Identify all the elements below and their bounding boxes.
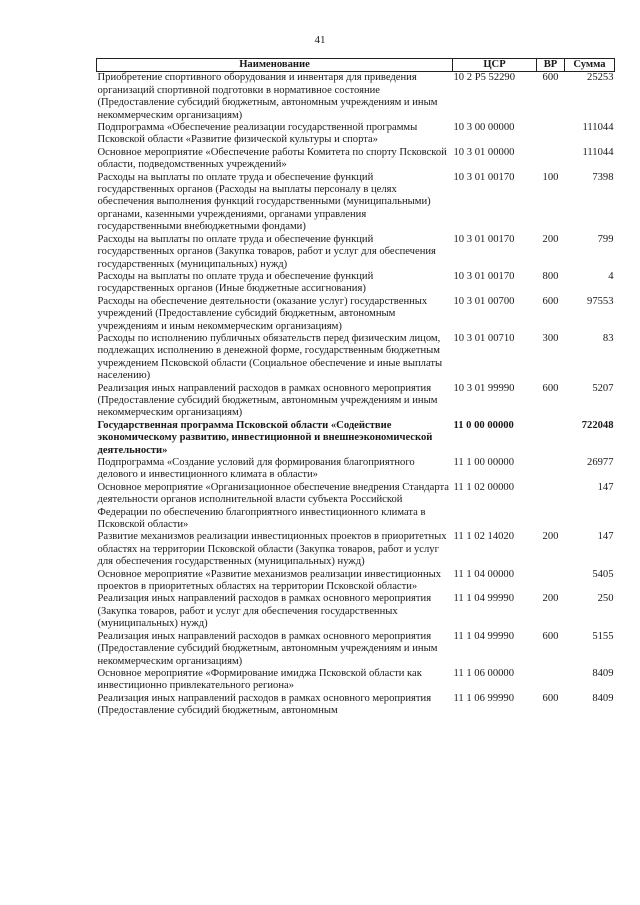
table-row <box>97 147 615 172</box>
row-name: Основное мероприятие «Организационное обеспечение внедрения Стандарта деятельности органов исполнительной власти субъекта Российской Федерации по обеспечению благоприятного инвестиционного климата в Псковской области» <box>97 481 449 531</box>
row-name: Основное мероприятие «Развитие механизмов реализации инвестиционных проектов в приоритетных областях на территории Псковской области» <box>97 568 442 593</box>
row-csr: 11 1 02 00000 <box>453 481 515 493</box>
row-vr: 200 <box>542 233 559 245</box>
row-vr: 600 <box>542 692 559 704</box>
row-sum: 111044 <box>582 146 614 158</box>
row-csr: 10 3 01 00170 <box>453 171 515 183</box>
header-csr: ЦСР <box>453 59 537 72</box>
page-number: 41 <box>314 34 326 46</box>
row-name: Расходы на выплаты по оплате труда и обеспечение функций государственных органов (Расходы на выплаты персоналу в целях обеспечения выполнения функций государственными (муниципальными) органами, казенными учреждениями, органами управления государственными внебюджетными фондами) <box>97 171 431 233</box>
row-vr: 200 <box>542 593 559 605</box>
row-vr <box>537 420 565 457</box>
table-row <box>97 420 615 457</box>
row-csr: 11 1 06 00000 <box>453 667 515 679</box>
table-row <box>97 172 615 234</box>
row-csr: 11 0 00 00000 <box>453 419 514 431</box>
row-name: Реализация иных направлений расходов в рамках основного мероприятия (Предоставление субсидий бюджетным, автономным учреждениям и иным некоммерческим организациям) <box>97 630 438 667</box>
row-name: Основное мероприятие «Формирование имиджа Псковской области как инвестиционно привлекательного региона» <box>97 667 422 692</box>
row-name: Расходы на выплаты по оплате труда и обеспечение функций государственных органов (Иные бюджетные ассигнования) <box>97 270 374 295</box>
table-header-row <box>97 59 615 72</box>
row-vr: 600 <box>542 382 559 394</box>
row-sum: 83 <box>602 332 614 344</box>
row-sum: 799 <box>597 233 614 245</box>
row-csr: 10 3 01 99990 <box>453 382 515 394</box>
row-vr <box>537 122 565 147</box>
row-sum: 5207 <box>592 382 614 394</box>
row-vr <box>537 147 565 172</box>
table-row <box>97 531 615 568</box>
row-vr: 600 <box>542 630 559 642</box>
table-row <box>97 333 615 383</box>
row-name: Приобретение спортивного оборудования и инвентаря для приведения организаций спортивной подготовки в нормативное состояние (Предоставление субсидий бюджетным, автономным учреждениям и иным некоммерческим организациям) <box>97 72 438 121</box>
row-sum: 147 <box>597 531 614 543</box>
row-sum: 722048 <box>581 419 614 431</box>
row-sum: 8409 <box>592 667 614 679</box>
row-csr: 11 1 04 99990 <box>453 593 515 605</box>
row-name: Подпрограмма «Обеспечение реализации государственной программы Псковской области «Развитие физической культуры и спорта» <box>97 122 418 146</box>
table-row <box>97 693 615 718</box>
row-sum: 25253 <box>587 72 614 84</box>
row-sum: 5155 <box>592 630 614 642</box>
row-sum: 5405 <box>592 568 614 580</box>
table-row <box>97 72 615 122</box>
row-csr: 10 3 01 00710 <box>453 332 515 344</box>
table-row <box>97 271 615 296</box>
row-csr: 10 3 01 00170 <box>453 270 515 282</box>
row-csr: 11 1 06 99990 <box>453 692 515 704</box>
row-vr: 100 <box>542 171 559 183</box>
row-csr: 11 1 00 00000 <box>453 457 515 468</box>
row-sum: 147 <box>597 481 614 493</box>
row-csr: 11 1 02 14020 <box>453 531 515 543</box>
row-vr <box>537 457 565 482</box>
row-csr: 10 3 01 00700 <box>453 295 515 307</box>
table-row <box>97 482 615 532</box>
table-row <box>97 668 615 693</box>
table-row <box>97 631 615 668</box>
row-csr: 10 3 01 00170 <box>453 233 515 245</box>
row-name: Расходы на выплаты по оплате труда и обеспечение функций государственных органов (Закупка товаров, работ и услуг для обеспечения государственных (муниципальных) нужд) <box>97 233 436 270</box>
table-row <box>97 383 615 420</box>
row-vr: 600 <box>542 295 559 307</box>
row-vr: 600 <box>542 72 559 84</box>
row-csr: 10 3 01 00000 <box>453 146 515 158</box>
row-csr: 11 1 04 00000 <box>453 568 515 580</box>
row-vr: 200 <box>542 531 559 543</box>
table-row <box>97 569 615 594</box>
row-sum: 97553 <box>587 295 614 307</box>
table-body <box>97 72 615 718</box>
row-name: Подпрограмма «Создание условий для формирования благоприятного делового и инвестиционного климата в области» <box>97 457 415 481</box>
row-name: Основное мероприятие «Обеспечение работы Комитета по спорту Псковской области, подведомственных учреждений» <box>97 146 447 171</box>
row-csr: 10 3 00 00000 <box>453 122 515 134</box>
row-vr <box>537 668 565 693</box>
row-csr: 11 1 04 99990 <box>453 630 515 642</box>
row-name: Расходы на обеспечение деятельности (оказание услуг) государственных учреждений (Предоставление субсидий бюджетным, автономным учреждениям и иным некоммерческим организациям) <box>97 295 428 332</box>
budget-table <box>96 58 615 718</box>
row-name: Расходы по исполнению публичных обязательств перед физическим лицом, подлежащих исполнению в денежной форме, государственным бюджетным учреждением Псковской области (Социальное обеспечение и иные выплаты населению) <box>97 332 443 382</box>
row-vr <box>537 569 565 594</box>
row-name: Развитие механизмов реализации инвестиционных проектов в приоритетных областях на территории Псковской области (Закупка товаров, работ и услуг для обеспечения государственных (муниципальных) нужд) <box>97 531 447 568</box>
header-vr: ВР <box>537 59 565 72</box>
row-sum: 250 <box>597 593 614 605</box>
row-name: Реализация иных направлений расходов в рамках основного мероприятия (Закупка товаров, работ и услуг для обеспечения государственных (муниципальных) нужд) <box>97 593 432 630</box>
row-sum: 26977 <box>587 457 614 468</box>
row-vr <box>537 482 565 532</box>
row-vr: 800 <box>542 270 559 282</box>
table-row <box>97 457 615 482</box>
table-row <box>97 122 615 147</box>
row-csr: 10 2 P5 52290 <box>453 72 516 84</box>
table-row <box>97 593 615 630</box>
row-vr: 300 <box>542 332 559 344</box>
row-sum: 7398 <box>592 171 614 183</box>
header-sum: Сумма <box>565 59 615 72</box>
header-name: Наименование <box>97 59 453 72</box>
row-name: Реализация иных направлений расходов в рамках основного мероприятия (Предоставление субсидий бюджетным, автономным учреждениям и иным некоммерческим организациям) <box>97 382 438 419</box>
row-name: Реализация иных направлений расходов в рамках основного мероприятия (Предоставление субсидий бюджетным, автономным <box>97 692 432 717</box>
row-sum: 4 <box>608 270 614 282</box>
table-row <box>97 234 615 271</box>
row-sum: 111044 <box>582 122 614 134</box>
row-name: Государственная программа Псковской области «Содействие экономическому развитию, инвестиционной и внешнеэкономической деятельности» <box>97 419 433 456</box>
row-sum: 8409 <box>592 692 614 704</box>
table-row <box>97 296 615 333</box>
